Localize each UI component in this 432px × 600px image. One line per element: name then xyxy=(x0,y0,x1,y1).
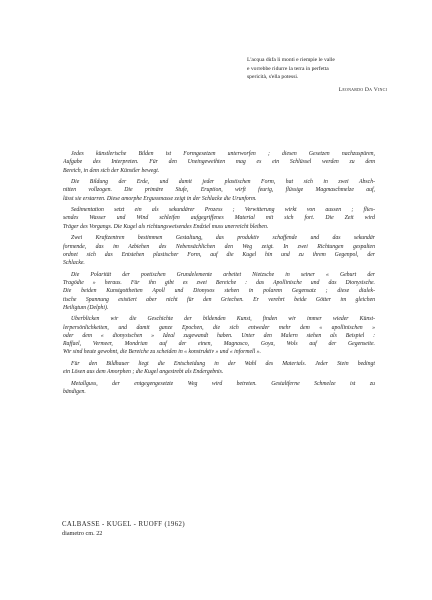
essay-line: Raffael, Vermeer, Mondrian auf der einen, Magnasco, Goya, Wols auf der Gegenseite. xyxy=(63,341,375,348)
essay-line: Die Bildung der Erde, und damit jeder plastischen Form, hat sich in zwei Absch- xyxy=(71,179,375,186)
essay-paragraph xyxy=(63,315,375,356)
essay-line: formende, das im Azbiehen des Nebensächlichen den Weg zeigt. In zwei Richtungen gespalten xyxy=(63,243,375,250)
essay-paragraph xyxy=(63,150,375,175)
essay-line: nitten vollzogen. Die primäre Stufe, Eruption, wirft feurig, flüssige Magmaschmelze auf, xyxy=(63,187,375,194)
essay-line: Für den Bildhauer liegt die Entscheidung in der Wahl des Materials. Jeder Stein bedingt xyxy=(71,360,375,367)
epigraph-line: spericità, s'ella potessi. xyxy=(247,74,299,81)
essay-line: Die beiden Kunstgottheiten Apoll und Dionysos stehen in polarem Gegensatz ; diese dialek- xyxy=(63,288,375,295)
essay-paragraph xyxy=(63,360,375,377)
essay-line: Schlacke. xyxy=(63,260,85,267)
essay-line: Sedimentation setzt ein als sekundärer Prozess ; Verwitterung wirkt von aussen ; flies- xyxy=(71,207,375,214)
essay-body xyxy=(63,150,375,400)
essay-line: oder dem « dionysischen » Ideal zugewandt haben. Unter den Malern stehen als Beispiel : xyxy=(63,332,375,339)
essay-line: Metallguss, der entgegengesetzte Weg wird betreten. Gestaltferne Schmelze ist zu xyxy=(71,380,375,387)
essay-line: tische Spannung existiert aber nicht für den Griechen. Er verehrt beide Götter im gleichen xyxy=(63,296,375,303)
essay-line: Die Polarität der poetischen Grundelemente arbeitet Nietzsche in seiner « Geburt der xyxy=(71,271,375,278)
essay-line: Tragödie » heraus. Für ihn gibt es zwei Bereiche : das Apollinische und das Dionysische. xyxy=(63,279,375,286)
essay-line: Jedes künstlerische Bilden ist Formgesetzen unterworfen ; diesen Gesetzen nachzuspüren, xyxy=(71,151,375,157)
essay-line: ordnet sich das Entstehen plastischer Form, auf die Kugel hin und zu ihrem Gegenpol, der xyxy=(63,251,375,258)
essay-paragraph xyxy=(63,178,375,203)
epigraph-line: e vorrebbe ridurre la terra in perfetta xyxy=(247,65,329,72)
caption-subtitle: diametro cm. 22 xyxy=(62,529,103,537)
essay-line: lässt sie erstarren. Diese amorphe Ergussmasse zeigt in der Schlacke die Urunform. xyxy=(63,195,257,202)
epigraph-author: Leonardo Da Vinci xyxy=(338,86,387,93)
epigraph-line: L'acqua dùfa li monti e riempie le valle xyxy=(247,57,335,63)
essay-line: Aufgabe des Interpreten. Für den Uneingeweihten mag es ein Schlüssel werden zu dem xyxy=(63,159,375,166)
essay-line: lerpersönlichkeiten, und damit ganze Epochen, die sich entweder mehr dem « apollinischen » xyxy=(63,324,375,331)
essay-paragraph xyxy=(63,380,375,397)
essay-line: Zwei Kraftzentren bestimmen Gestaltung, das produktiv schaffende und das sekundär xyxy=(71,235,375,242)
essay-line: Wir sind heute gewohnt, die Bereiche zu scheiden in « konstruktiv » und « informell ». xyxy=(63,349,261,356)
essay-line: Überblicken wir die Geschichte der bildenden Kunst, finden wir immer wieder Künst- xyxy=(71,316,375,323)
artwork-caption xyxy=(62,521,185,538)
essay-line: bändigen. xyxy=(63,389,86,396)
essay-line: Heiligtum (Delphi). xyxy=(63,304,109,311)
essay-line: Träger des Vorgangs. Die Kugel als richtungsweisendes Endziel muss unerreicht bleiben. xyxy=(63,223,269,230)
essay-line: ein Lösen aus dem Amorphen ; die Kugel angestrebt als Endergebnis. xyxy=(63,369,224,376)
essay-paragraph xyxy=(63,234,375,267)
essay-line: sendes Wasser und Wind schleifen aufgegriffenes Material mit sich fort. Die Zeit wird xyxy=(63,215,375,222)
essay-paragraph xyxy=(63,206,375,231)
caption-title: CALBASSE - KUGEL - RUOFF (1962) xyxy=(62,521,185,528)
essay-line: Bereich, in dem sich der Künstler bewegt. xyxy=(63,167,160,174)
epigraph xyxy=(247,56,387,94)
essay-paragraph xyxy=(63,271,375,312)
